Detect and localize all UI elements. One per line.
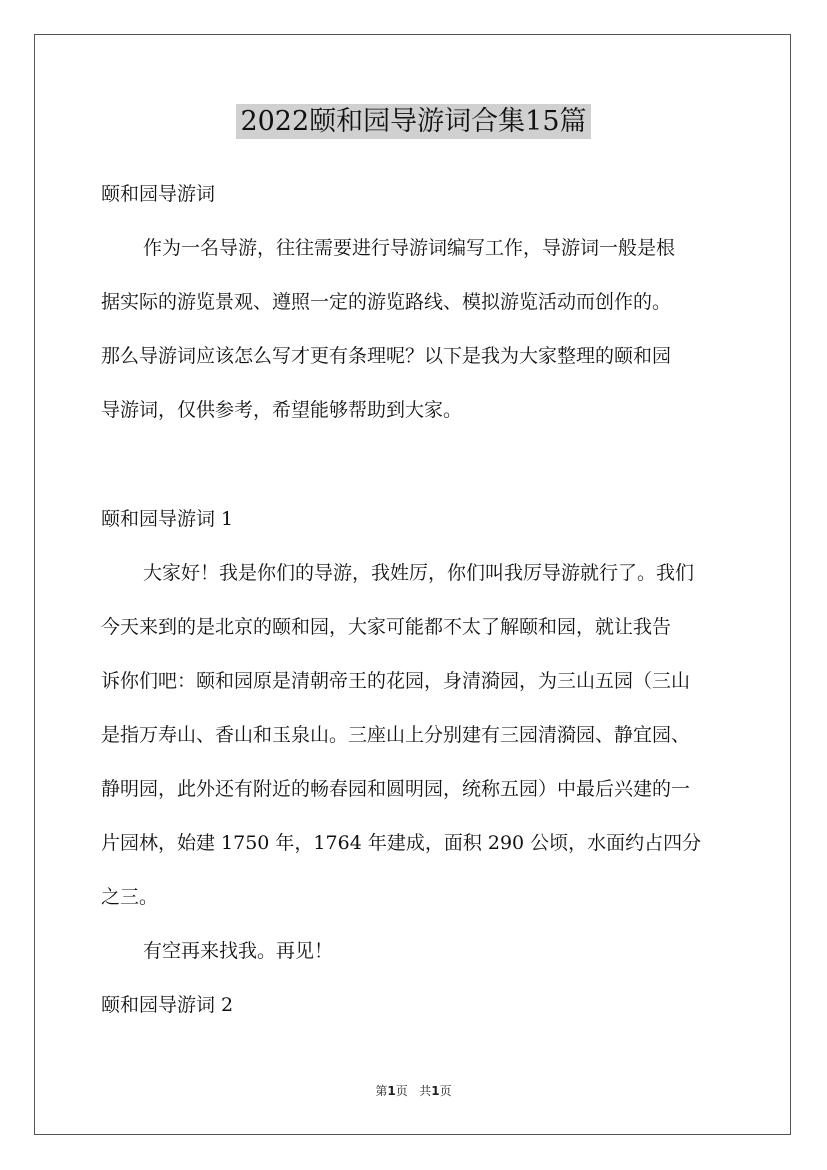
section1-paragraph-line: 大家好！我是你们的导游，我姓厉，你们叫我厉导游就行了。我们 bbox=[143, 562, 695, 584]
section1-paragraph-line: 之三。 bbox=[101, 886, 159, 908]
section1-heading: 颐和园导游词 1 bbox=[101, 508, 234, 530]
document-title-text: 2022颐和园导游词合集15篇 bbox=[236, 104, 590, 139]
document-title bbox=[0, 98, 827, 146]
section2-heading: 颐和园导游词 2 bbox=[101, 994, 234, 1016]
section1-paragraph-line: 静明园，此外还有附近的畅春园和圆明园，统称五园）中最后兴建的一 bbox=[101, 778, 691, 800]
page-footer bbox=[0, 1082, 827, 1100]
section1-paragraph-line: 今天来到的是北京的颐和园，大家可能都不太了解颐和园，就让我告 bbox=[101, 616, 672, 638]
section1-paragraph-line: 片园林，始建 1750 年，1764 年建成，面积 290 公顷，水面约占四分 bbox=[101, 832, 702, 854]
intro-paragraph-line: 作为一名导游，往往需要进行导游词编写工作，导游词一般是根 bbox=[143, 237, 676, 259]
footer-page-unit: 页 bbox=[395, 1084, 408, 1098]
intro-heading: 颐和园导游词 bbox=[101, 183, 216, 205]
footer-page-current: 1 bbox=[387, 1084, 396, 1098]
footer-total-unit: 页 bbox=[439, 1084, 452, 1098]
section1-paragraph-line: 是指万寿山、香山和玉泉山。三座山上分别建有三园清漪园、静宜园、 bbox=[101, 724, 691, 746]
section1-closing: 有空再来找我。再见！ bbox=[143, 940, 334, 962]
intro-paragraph-line: 那么导游词应该怎么写才更有条理呢？以下是我为大家整理的颐和园 bbox=[101, 345, 672, 367]
footer-total-label: 共 bbox=[419, 1084, 432, 1098]
section1-paragraph-line: 诉你们吧：颐和园原是清朝帝王的花园，身清漪园，为三山五园（三山 bbox=[101, 670, 691, 692]
footer-page-label: 第 bbox=[375, 1084, 388, 1098]
intro-paragraph-line: 据实际的游览景观、遵照一定的游览路线、模拟游览活动而创作的。 bbox=[101, 291, 672, 313]
intro-paragraph-line: 导游词，仅供参考，希望能够帮助到大家。 bbox=[101, 399, 463, 421]
footer-page-total: 1 bbox=[431, 1084, 440, 1098]
